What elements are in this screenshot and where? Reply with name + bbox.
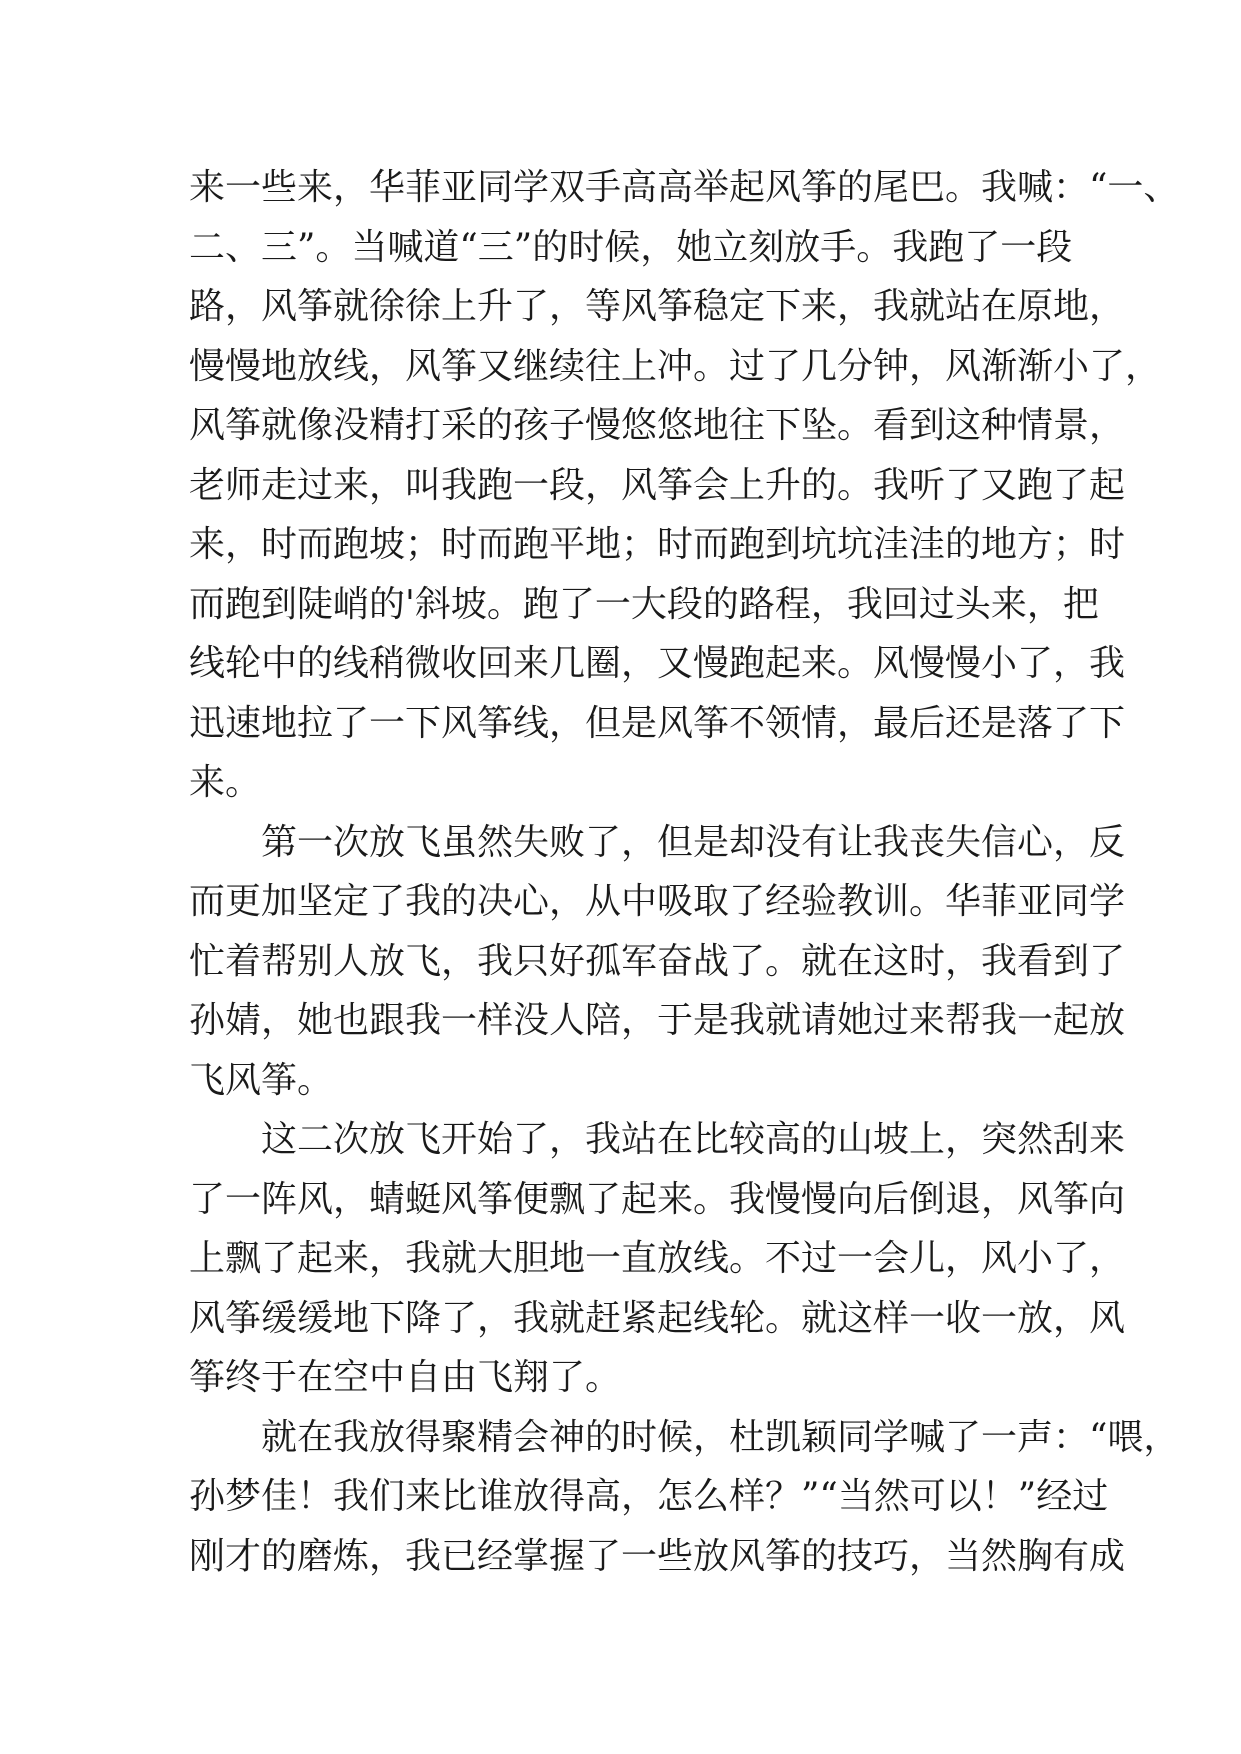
text-line: 而更加坚定了我的决心，从中吸取了经验教训。华菲亚同学 [189,881,1126,922]
text-line: 刚才的磨炼，我已经掌握了一些放风筝的技巧，当然胸有成 [189,1535,1126,1577]
text-line: 来。 [189,762,262,803]
text-line: 风筝就像没精打采的孩子慢悠悠地往下坠。看到这种情景， [189,405,1126,446]
paragraph [189,158,1180,813]
paragraph [189,1408,1180,1587]
text-line: 来，时而跑坡；时而跑平地；时而跑到坑坑洼洼的地方；时 [189,524,1126,565]
text-line: 孙梦佳！我们来比谁放得高，怎么样？”“当然可以！”经过 [189,1476,1109,1517]
text-line: 上飘了起来，我就大胆地一直放线。不过一会儿，风小了， [189,1238,1126,1279]
text-line: 二、三”。当喊道“三”的时候，她立刻放手。我跑了一段 [189,226,1073,268]
text-line: 就在我放得聚精会神的时候，杜凯颖同学喊了一声：“喂， [261,1416,1180,1458]
text-line: 这二次放飞开始了，我站在比较高的山坡上，突然刮来 [261,1119,1126,1160]
text-line: 而跑到陡峭的'斜坡。跑了一大段的路程，我回过头来，把 [189,583,1099,625]
text-line: 老师走过来，叫我跑一段，风筝会上升的。我听了又跑了起 [189,464,1126,506]
text-line: 筝终于在空中自由飞翔了。 [189,1357,622,1398]
article-body [189,158,1180,1586]
paragraph [189,813,1126,1111]
text-line: 第一次放飞虽然失败了，但是却没有让我丧失信心，反 [261,821,1126,863]
text-line: 飞风筝。 [189,1059,334,1101]
paragraph [189,1110,1126,1408]
text-line: 孙婧，她也跟我一样没人陪，于是我就请她过来帮我一起放 [189,1000,1126,1041]
text-line: 迅速地拉了一下风筝线，但是风筝不领情，最后还是落了下 [189,702,1126,744]
text-line: 忙着帮别人放飞，我只好孤军奋战了。就在这时，我看到了 [189,940,1126,982]
text-line: 线轮中的线稍微收回来几圈，又慢跑起来。风慢慢小了，我 [189,643,1126,684]
text-line: 风筝缓缓地下降了，我就赶紧起线轮。就这样一收一放，风 [189,1297,1126,1339]
text-line: 路，风筝就徐徐上升了，等风筝稳定下来，我就站在原地， [189,286,1126,327]
text-line: 来一些来，华菲亚同学双手高高举起风筝的尾巴。我喊：“一、 [189,167,1180,208]
text-line: 了一阵风，蜻蜓风筝便飘了起来。我慢慢向后倒退，风筝向 [189,1178,1126,1220]
text-line: 慢慢地放线，风筝又继续往上冲。过了几分钟，风渐渐小了， [189,345,1162,387]
